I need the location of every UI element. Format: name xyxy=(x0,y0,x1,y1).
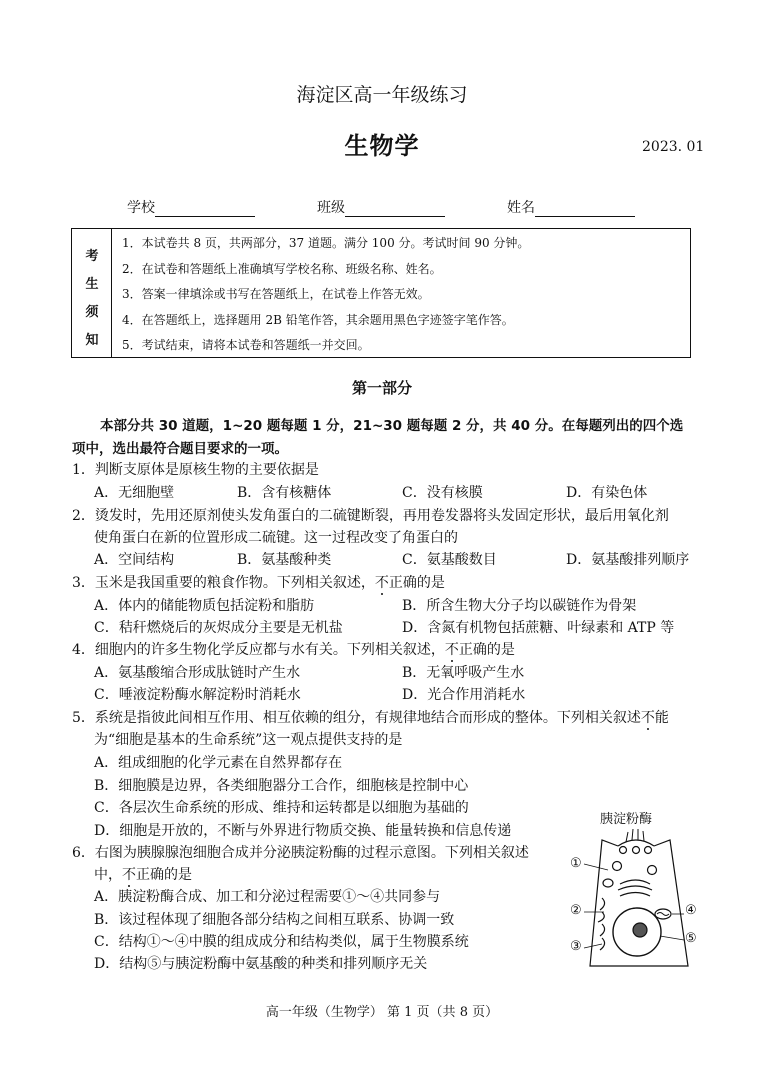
q3-option-b: B．所含生物大分子均以碳链作为骨架 xyxy=(402,598,637,614)
q2-option-b: B．氨基酸种类 xyxy=(237,552,332,568)
notice-side-char: 考 xyxy=(85,249,99,264)
notice-items xyxy=(122,234,529,362)
exam-notice-box xyxy=(71,228,691,358)
acinar-cell-figure xyxy=(560,826,710,976)
q2-option-d: D．氨基酸排列顺序 xyxy=(566,552,690,568)
vesicle xyxy=(633,847,640,854)
q4-option-c: C．唾液淀粉酶水解淀粉时消耗水 xyxy=(94,687,301,703)
q5-option-c: C．各层次生命系统的形成、维持和运转都是以细胞为基础的 xyxy=(94,800,469,816)
q1-option-d: D．有染色体 xyxy=(566,485,648,501)
vesicle xyxy=(645,847,652,854)
question-5-stem-cont: 为“细胞是基本的生命系统”这一观点提供支持的是 xyxy=(94,732,403,748)
q5-option-a: A．组成细胞的化学元素在自然界都存在 xyxy=(94,755,343,771)
question-1-stem: 1．判断支原体是原核生物的主要依据是 xyxy=(72,462,319,478)
name-field xyxy=(507,197,635,217)
vesicle xyxy=(648,866,657,875)
notice-side-label xyxy=(72,229,112,357)
name-blank xyxy=(535,202,635,217)
q3-stem-text: 3．玉米是我国重要的粮食作物。下列相关叙述， xyxy=(72,575,375,591)
question-2-stem: 2．烫发时，先用还原剂使头发角蛋白的二硫键断裂，再用卷发器将头发固定形状，最后用氧化剂 xyxy=(72,508,669,524)
q6-stem-text: 正确的是 xyxy=(136,867,192,883)
q2-option-c: C．氨基酸数目 xyxy=(402,552,497,568)
mitochondrion-cristae xyxy=(657,913,669,916)
pointer-line-1 xyxy=(584,864,608,870)
q6-option-a: A．胰淀粉酶合成、加工和分泌过程需要①～④共同参与 xyxy=(94,889,441,905)
school-label: 学校 xyxy=(127,200,155,216)
q3-stem-text: 正确的是 xyxy=(388,575,445,591)
question-3-stem xyxy=(72,572,445,592)
name-label: 姓名 xyxy=(507,200,535,216)
q5-stem-text: 能 xyxy=(654,710,669,726)
exam-date: 2023. 01 xyxy=(642,139,705,155)
structure-label-4: ④ xyxy=(685,903,697,918)
q1-option-c: C．没有核膜 xyxy=(402,485,483,501)
question-6-stem-cont xyxy=(94,864,192,884)
q6-option-c: C．结构①～④中膜的组成成分和结构类似，属于生物膜系统 xyxy=(94,934,469,950)
cell-apex xyxy=(618,840,654,846)
figure-caption: 胰淀粉酶 xyxy=(600,812,653,827)
vesicle xyxy=(620,847,627,854)
q1-option-b: B．含有核糖体 xyxy=(237,485,332,501)
emphasis-not: 不 xyxy=(122,867,136,883)
part-intro-line: 项中，选出最符合题目要求的一项。 xyxy=(72,441,288,457)
emphasis-not: 不 xyxy=(444,642,459,658)
page-footer: 高一年级（生物学） 第 1 页（共 8 页） xyxy=(265,1005,499,1020)
q5-stem-text: 5．系统是指彼此间相互作用、相互依赖的组分，有规律地结合而形成的整体。下列相关叙述 xyxy=(72,710,641,726)
notice-item: 1．本试卷共 8 页，共两部分，37 道题。满分 100 分。考试时间 90 分钟。 xyxy=(122,236,530,250)
structure-label-5: ⑤ xyxy=(685,931,697,946)
class-field xyxy=(317,197,445,217)
q4-option-d: D．光合作用消耗水 xyxy=(402,687,526,703)
pointer-line-3 xyxy=(584,944,602,948)
q1-option-a: A．无细胞壁 xyxy=(94,485,175,501)
q2-option-a: A．空间结构 xyxy=(94,552,175,568)
notice-item: 3．答案一律填涂或书写在答题纸上，在试卷上作答无效。 xyxy=(122,287,430,301)
school-field xyxy=(127,197,255,217)
q3-option-c: C．秸秆燃烧后的灰烬成分主要是无机盐 xyxy=(94,620,343,636)
notice-side-char: 知 xyxy=(85,333,99,348)
notice-side-char: 须 xyxy=(85,305,99,320)
structure-label-2: ② xyxy=(570,903,582,918)
exam-title: 海淀区高一年级练习 xyxy=(296,84,468,106)
notice-item: 4．在答题纸上，选择题用 2B 铅笔作答，其余题用黑色字迹签字笔作答。 xyxy=(122,312,514,327)
q4-stem-text: 正确的是 xyxy=(458,642,515,658)
q4-option-a: A．氨基酸缩合形成肽链时产生水 xyxy=(94,665,301,681)
q3-option-a: A．体内的储能物质包括淀粉和脂肪 xyxy=(94,598,315,614)
golgi-apparatus xyxy=(618,880,652,896)
q4-stem-text: 4．细胞内的许多生物化学反应都与水有关。下列相关叙述， xyxy=(72,642,445,658)
notice-item: 5．考试结束，请将本试卷和答题纸一并交回。 xyxy=(122,338,370,352)
q4-option-b: B．无氧呼吸产生水 xyxy=(402,665,525,681)
part-intro-line: 本部分共 30 道题，1~20 题每题 1 分，21~30 题每题 2 分，共 40 分。在每题列出的四个选 xyxy=(100,418,684,434)
q6-option-b: B．该过程体现了细胞各部分结构之间相互联系、协调一致 xyxy=(94,912,455,928)
q5-option-d: D．细胞是开放的，不断与外界进行物质交换、能量转换和信息传递 xyxy=(94,823,512,839)
pointer-line-5 xyxy=(660,936,684,940)
ribosome-dot xyxy=(603,879,613,887)
class-label: 班级 xyxy=(317,200,345,216)
structure-label-1: ① xyxy=(570,856,582,871)
endoplasmic-reticulum xyxy=(598,898,605,950)
vesicle xyxy=(613,862,622,871)
question-4-stem xyxy=(72,639,515,659)
q5-option-b: B．细胞膜是边界，各类细胞器分工合作，细胞核是控制中心 xyxy=(94,778,469,794)
question-5-stem xyxy=(72,707,669,727)
question-2-stem-cont: 使角蛋白在新的位置形成二硫键。这一过程改变了角蛋白的 xyxy=(94,530,458,546)
q6-stem-text: 中， xyxy=(94,867,122,883)
part-title: 第一部分 xyxy=(351,379,412,397)
emphasis-not: 不 xyxy=(374,575,389,591)
emphasis-not: 不 xyxy=(640,710,655,726)
q6-option-d: D．结构⑤与胰淀粉酶中氨基酸的种类和排列顺序无关 xyxy=(94,956,428,972)
nucleolus xyxy=(633,923,647,937)
question-6-stem: 6．右图为胰腺腺泡细胞合成并分泌胰淀粉酶的过程示意图。下列相关叙述 xyxy=(72,845,529,861)
structure-label-3: ③ xyxy=(570,939,582,954)
q3-option-d: D．含氮有机物包括蔗糖、叶绿素和 ATP 等 xyxy=(402,620,675,636)
subject-title: 生物学 xyxy=(344,131,420,160)
school-blank xyxy=(155,202,255,217)
class-blank xyxy=(345,202,445,217)
notice-item: 2．在试卷和答题纸上准确填写学校名称、班级名称、姓名。 xyxy=(122,261,442,276)
notice-side-char: 生 xyxy=(85,277,99,292)
